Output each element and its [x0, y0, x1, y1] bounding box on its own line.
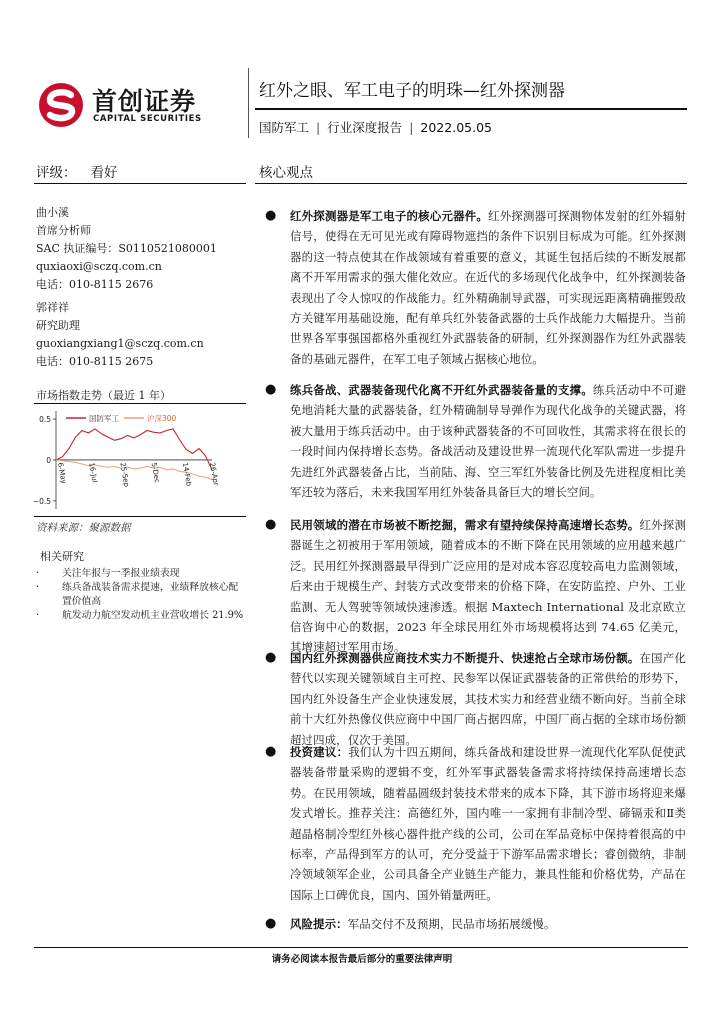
- x-tick-label: 26-Apr: [208, 461, 220, 487]
- legend-label: 国防军工: [89, 414, 119, 423]
- y-tick-label: 0: [46, 455, 51, 465]
- legend-label: 沪深300: [147, 414, 177, 423]
- core-point-heading: 风险提示：: [290, 917, 348, 931]
- analyst-title: 研究助理: [36, 319, 80, 332]
- analyst-name: 曲小溪: [36, 206, 69, 219]
- market-index-chart: [30, 405, 248, 517]
- analyst-license: SAC 执证编号：S0110521080001: [36, 242, 217, 255]
- related-research-item[interactable]: · 练兵备战装备需求提速，业绩释放核心配置价值高: [36, 582, 239, 607]
- report-type-label: 行业深度报告: [327, 120, 403, 135]
- core-point: [290, 914, 686, 934]
- bullet-icon: ●: [265, 744, 277, 759]
- subtitle-separator: |: [316, 120, 321, 135]
- report-date: 2022.05.05: [420, 120, 492, 135]
- y-tick-label: −0.5: [32, 496, 51, 506]
- analyst-name: 郭祥祥: [36, 301, 69, 314]
- report-title: 红外之眼、军工电子的明珠—红外探测器: [259, 81, 565, 101]
- chart-bottom-rule: [34, 516, 246, 517]
- core-point-text: 红外探测器诞生之初被用于军用领域，随着成本的不断下降在民用领域的应用越来越广泛。民用红外探测器最早得到广泛应用的是对成本容忍度较高电力监测领域，后来由于规模生产、封装方式改变带来的价格下降，在安防监控、户外、工业监测、无人驾驶等领域快速渗透。根据 Maxtech International 及北京欧立信咨询中心的数据，2023 年全球民用红外市场规模将达到 74.65 亿美元，其增速超过军用市场。: [290, 518, 686, 655]
- analyst-email[interactable]: guoxiangxiang1@sczq.com.cn: [36, 337, 204, 350]
- bullet-icon: ●: [265, 517, 277, 532]
- core-point: [290, 648, 686, 750]
- x-tick-label: 16-Jul: [87, 461, 99, 484]
- rating-value: 看好: [90, 165, 118, 181]
- core-point: [290, 380, 686, 502]
- core-point: [290, 742, 686, 905]
- core-point-text: 军品交付不及预期，民品市场拓展缓慢。: [347, 917, 556, 931]
- legal-disclaimer: 请务必阅读本报告最后部分的重要法律声明: [271, 954, 453, 965]
- chart-source: 资料来源：聚源数据: [36, 522, 131, 534]
- core-point-heading: 红外探测器是军工电子的核心元器件。: [290, 209, 489, 223]
- bullet-icon: ●: [265, 382, 277, 397]
- core-point: [290, 206, 686, 369]
- core-point-text: 练兵活动中不可避免地消耗大量的武器装备，红外精确制导导弹作为现代化战争的关键武器，将被大量用于练兵活动中。由于该种武器装备的不可回收性，其需求将在很长的一段时间内保持增长态势。备战活动及建设世界一流现代化军队需进一步提升先进红外武器装备占比，当前陆、海、空三军红外装备比例及先进程度相比美军还较为落后，未来我国军用红外装备具备巨大的增长空间。: [290, 383, 686, 500]
- bullet-icon: ●: [265, 916, 277, 931]
- core-point-text: 红外探测器可探测物体发射的红外辐射信号，使得在无可见光或有障碍物遮挡的条件下识别目标成为可能。红外探测器的这一特点使其在作战领域有着重要的意义，其诞生包括后续的不断发展都离不开军用需求的强大催化效应。在近代的多场现代化战争中，红外探测装备表现出了令人惊叹的作战能力。红外精确制导武器，可实现远距离精确摧毁敌方关键军用基础设施，配有单兵红外装备武器的士兵作战能力大幅提升。当前世界各军事强国都格外重视红外武器装备的研制，红外探测器作为红外武器装备的基础元器件，在军工电子领域占据核心地位。: [290, 209, 686, 366]
- core-rule: [255, 183, 687, 184]
- company-logo: [38, 80, 234, 130]
- analyst-email[interactable]: quxiaoxi@sczq.com.cn: [36, 260, 162, 273]
- analyst-card: [36, 299, 204, 371]
- core-point-heading: 练兵备战、武器装备现代化离不开红外武器装备量的支撑。: [290, 383, 593, 397]
- analyst-phone: 电话：010-8115 2676: [36, 278, 154, 291]
- core-point-heading: 投资建议：: [290, 745, 349, 759]
- subtitle-separator: |: [409, 120, 414, 135]
- logo-text-en: CAPITAL SECURITIES: [93, 114, 202, 124]
- core-heading: 核心观点: [259, 165, 313, 181]
- footer-rule: [34, 947, 688, 948]
- core-point: [290, 515, 686, 658]
- core-point-heading: 国内红外探测器供应商技术实力不断提升、快速抢占全球市场份额。: [290, 651, 640, 665]
- logo-text-cn: 首创证券: [92, 87, 197, 116]
- analyst-card: [36, 204, 217, 294]
- x-tick-label: 5-Dec: [149, 461, 162, 484]
- related-research-heading: 相关研究: [40, 550, 84, 563]
- x-tick-label: 25-Sep: [118, 461, 131, 488]
- x-tick-label: 14-Feb: [180, 461, 193, 487]
- y-tick-label: 0.5: [39, 415, 51, 425]
- rating: [36, 161, 118, 181]
- core-point-text: 我们认为十四五期间，练兵备战和建设世界一流现代化军队促使武器装备带量采购的逻辑不变，红外军事武器装备需求将持续保持高速增长态势。在民用领域，随着晶圆级封装技术带来的成本下降，其下游市场将迎来爆发式增长。推荐关注：高德红外，国内唯一一家拥有非制冷型、碲镉汞和Ⅱ类超晶格制冷型红外核心器件批产线的公司，公司在军品竞标中保持着很高的中标率，产品得到军方的认可，充分受益于下游军品需求增长；睿创微纳，非制冷领域领军企业，公司具备全产业链生产能力，兼具性能和价格优势，产品在国际上口碑优良，国内、国外销量两旺。: [290, 745, 686, 902]
- bullet-dot-icon: ·: [36, 568, 40, 579]
- logo-mark-icon: [38, 82, 84, 128]
- analyst-phone: 电话：010-8115 2675: [36, 355, 154, 368]
- chart-top-rule: [34, 403, 246, 404]
- bullet-dot-icon: ·: [36, 610, 40, 621]
- rating-rule: [34, 183, 246, 184]
- bullet-dot-icon: ·: [36, 582, 40, 593]
- x-tick-label: 6-May: [56, 461, 68, 485]
- related-research-item[interactable]: · 航发动力航空发动机主业营收增长 21.9%: [36, 610, 244, 621]
- rating-label: 评级：: [36, 165, 77, 181]
- title-rule: [255, 108, 687, 110]
- analyst-title: 首席分析师: [36, 224, 91, 237]
- related-research-item[interactable]: · 关注年报与一季报业绩表现: [36, 568, 180, 579]
- core-point-heading: 民用领域的潜在市场被不断挖掘，需求有望持续保持高速增长态势。: [290, 518, 640, 532]
- bullet-icon: ●: [265, 650, 277, 665]
- report-subtitle: [259, 118, 492, 136]
- core-point-text: 在国产化替代以实现关键领域自主可控、民参军以保证武器装备的正常供给的形势下，国内红外设备生产企业快速发展，其技术实力和经营业绩不断向好。当前全球前十大红外热像仪供应商中中国厂商占据四席，中国厂商占据的全球市场份额超过四成，仅次于美国。: [290, 651, 686, 747]
- chart-title: 市场指数走势（最近 1 年）: [36, 389, 171, 402]
- industry-label: 国防军工: [259, 120, 310, 135]
- bullet-icon: ●: [265, 208, 277, 223]
- header-divider: [248, 68, 249, 138]
